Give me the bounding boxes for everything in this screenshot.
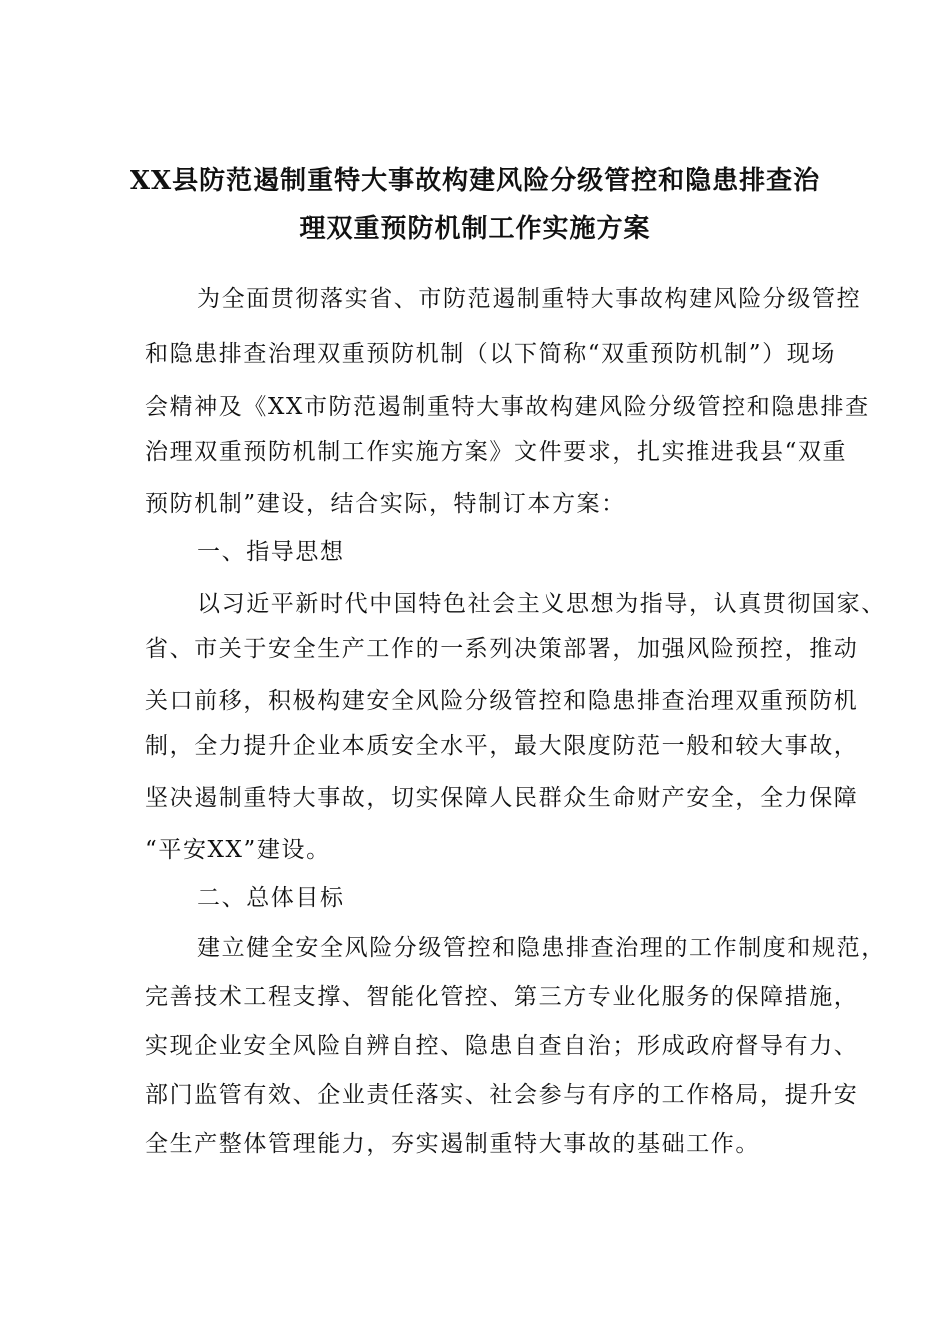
section1-line-4: 制，全力提升企业本质安全水平，最大限度防范一般和较大事故， xyxy=(145,733,859,759)
intro-line-3: 会精神及《XX市防范遏制重特大事故构建风险分级管控和隐患排查 xyxy=(145,394,870,420)
section1-heading: 一、指导思想 xyxy=(197,539,345,565)
document-title-line-1: XX县防范遏制重特大事故构建风险分级管控和隐患排查治 xyxy=(129,166,821,196)
section2-line-5: 全生产整体管理能力，夯实遏制重特大事故的基础工作。 xyxy=(145,1131,760,1157)
section2-line-3: 实现企业安全风险自辨自控、隐患自查自治；形成政府督导有力、 xyxy=(145,1033,859,1059)
intro-line-2: 和隐患排查治理双重预防机制（以下简称“双重预防机制”）现场 xyxy=(145,341,836,367)
section1-line-6: “平安XX”建设。 xyxy=(145,837,331,863)
section2-line-2: 完善技术工程支撑、智能化管控、第三方专业化服务的保障措施， xyxy=(145,984,859,1010)
section1-line-5: 坚决遏制重特大事故，切实保障人民群众生命财产安全，全力保障 xyxy=(145,785,859,811)
intro-line-5: 预防机制”建设，结合实际，特制订本方案： xyxy=(145,491,626,517)
section2-heading: 二、总体目标 xyxy=(197,885,345,911)
section2-line-1: 建立健全安全风险分级管控和隐患排查治理的工作制度和规范， xyxy=(197,935,886,961)
section1-line-3: 关口前移，积极构建安全风险分级管控和隐患排查治理双重预防机 xyxy=(145,688,859,714)
section1-line-1: 以习近平新时代中国特色社会主义思想为指导，认真贯彻国家、 xyxy=(197,591,886,617)
intro-line-4: 治理双重预防机制工作实施方案》文件要求，扎实推进我县“双重 xyxy=(145,439,848,465)
document-title-line-2: 理双重预防机制工作实施方案 xyxy=(299,214,651,244)
section2-line-4: 部门监管有效、企业责任落实、社会参与有序的工作格局，提升安 xyxy=(145,1082,859,1108)
intro-line-1: 为全面贯彻落实省、市防范遏制重特大事故构建风险分级管控 xyxy=(197,286,862,312)
section1-line-2: 省、市关于安全生产工作的一系列决策部署，加强风险预控，推动 xyxy=(145,636,859,662)
